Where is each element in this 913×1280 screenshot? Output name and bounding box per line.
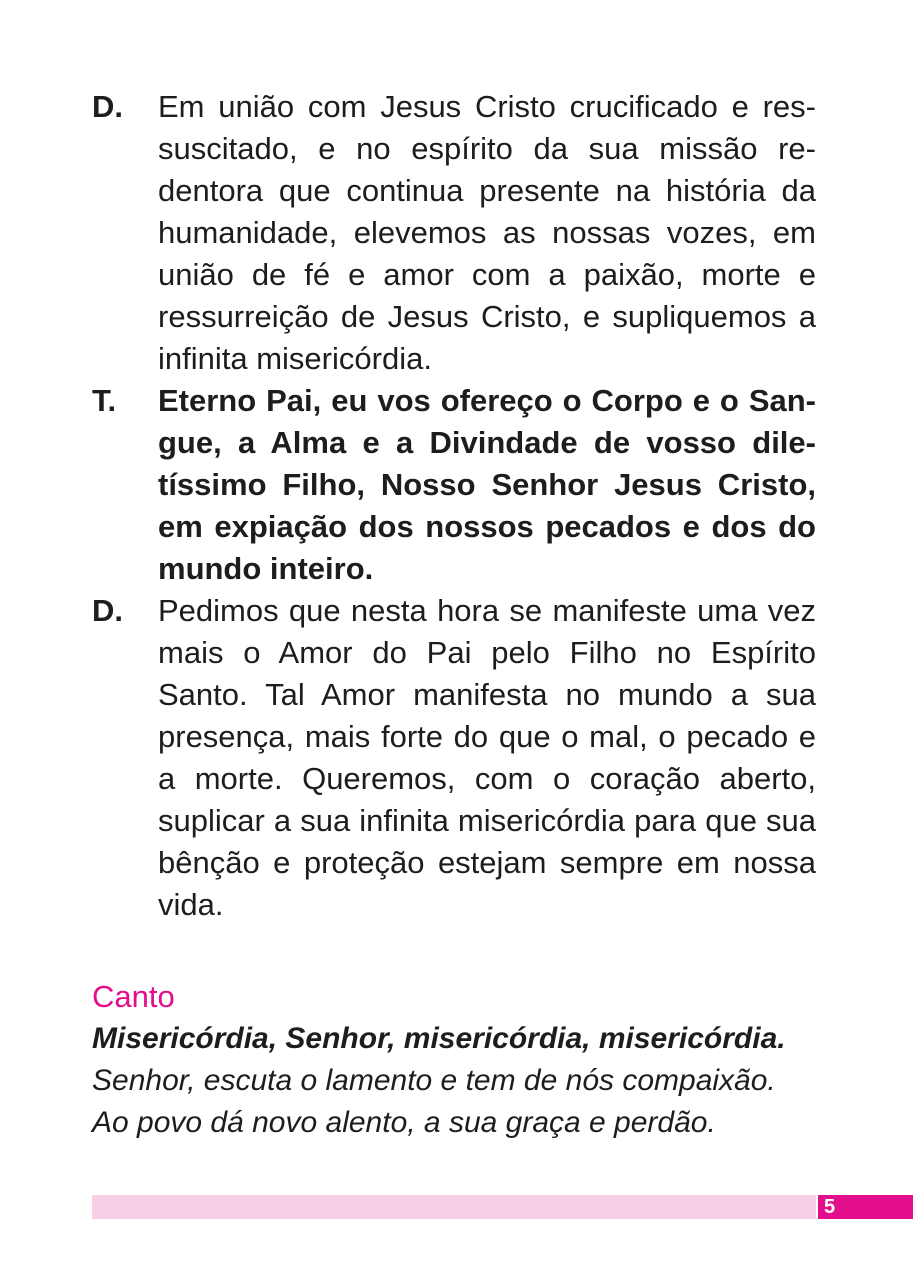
prayer-paragraph: Eterno Pai, eu vos ofereço o Corpo e o Sangue, a Alma e a Divindade de vosso diletíssimo Filho, Nosso Senhor Jesus Cristo, em expiação dos nossos pecados e dos do mundo inteiro. <box>158 383 816 586</box>
prayer-entry-director-1 <box>92 86 816 380</box>
footer-bar <box>92 1195 816 1219</box>
canto-section <box>92 976 822 1144</box>
speaker-marker: T. <box>92 383 117 418</box>
page-number-box <box>818 1195 913 1219</box>
speaker-marker: D. <box>92 89 123 124</box>
canto-heading: Canto <box>92 979 175 1014</box>
canto-verse-line: Ao povo dá novo alento, a sua graça e perdão. <box>92 1106 716 1139</box>
canto-refrain: Misericórdia, Senhor, misericórdia, misericórdia. <box>92 1022 786 1055</box>
prayer-text <box>92 86 816 926</box>
prayer-entry-all <box>92 380 816 590</box>
page-number: 5 <box>824 1196 836 1218</box>
prayer-paragraph: Em união com Jesus Cristo crucificado e ressuscitado, e no espírito da sua missão redentora que continua presente na história da humanidade, elevemos as nossas vozes, em união de fé e amor com a paixão, morte e ressurreição de Jesus Cristo, e supliquemos a infinita misericórdia. <box>158 89 816 376</box>
prayer-paragraph: Pedimos que nesta hora se manifeste uma vez mais o Amor do Pai pelo Filho no Espírito Santo. Tal Amor manifesta no mundo a sua presença, mais forte do que o mal, o pecado e a morte. Queremos, com o coração aberto, suplicar a sua infinita misericórdia para que sua bênção e proteção estejam sempre em nossa vida. <box>158 593 816 922</box>
speaker-marker: D. <box>92 593 123 628</box>
canto-verse-line: Senhor, escuta o lamento e tem de nós compaixão. <box>92 1064 776 1097</box>
prayer-entry-director-2 <box>92 590 816 926</box>
